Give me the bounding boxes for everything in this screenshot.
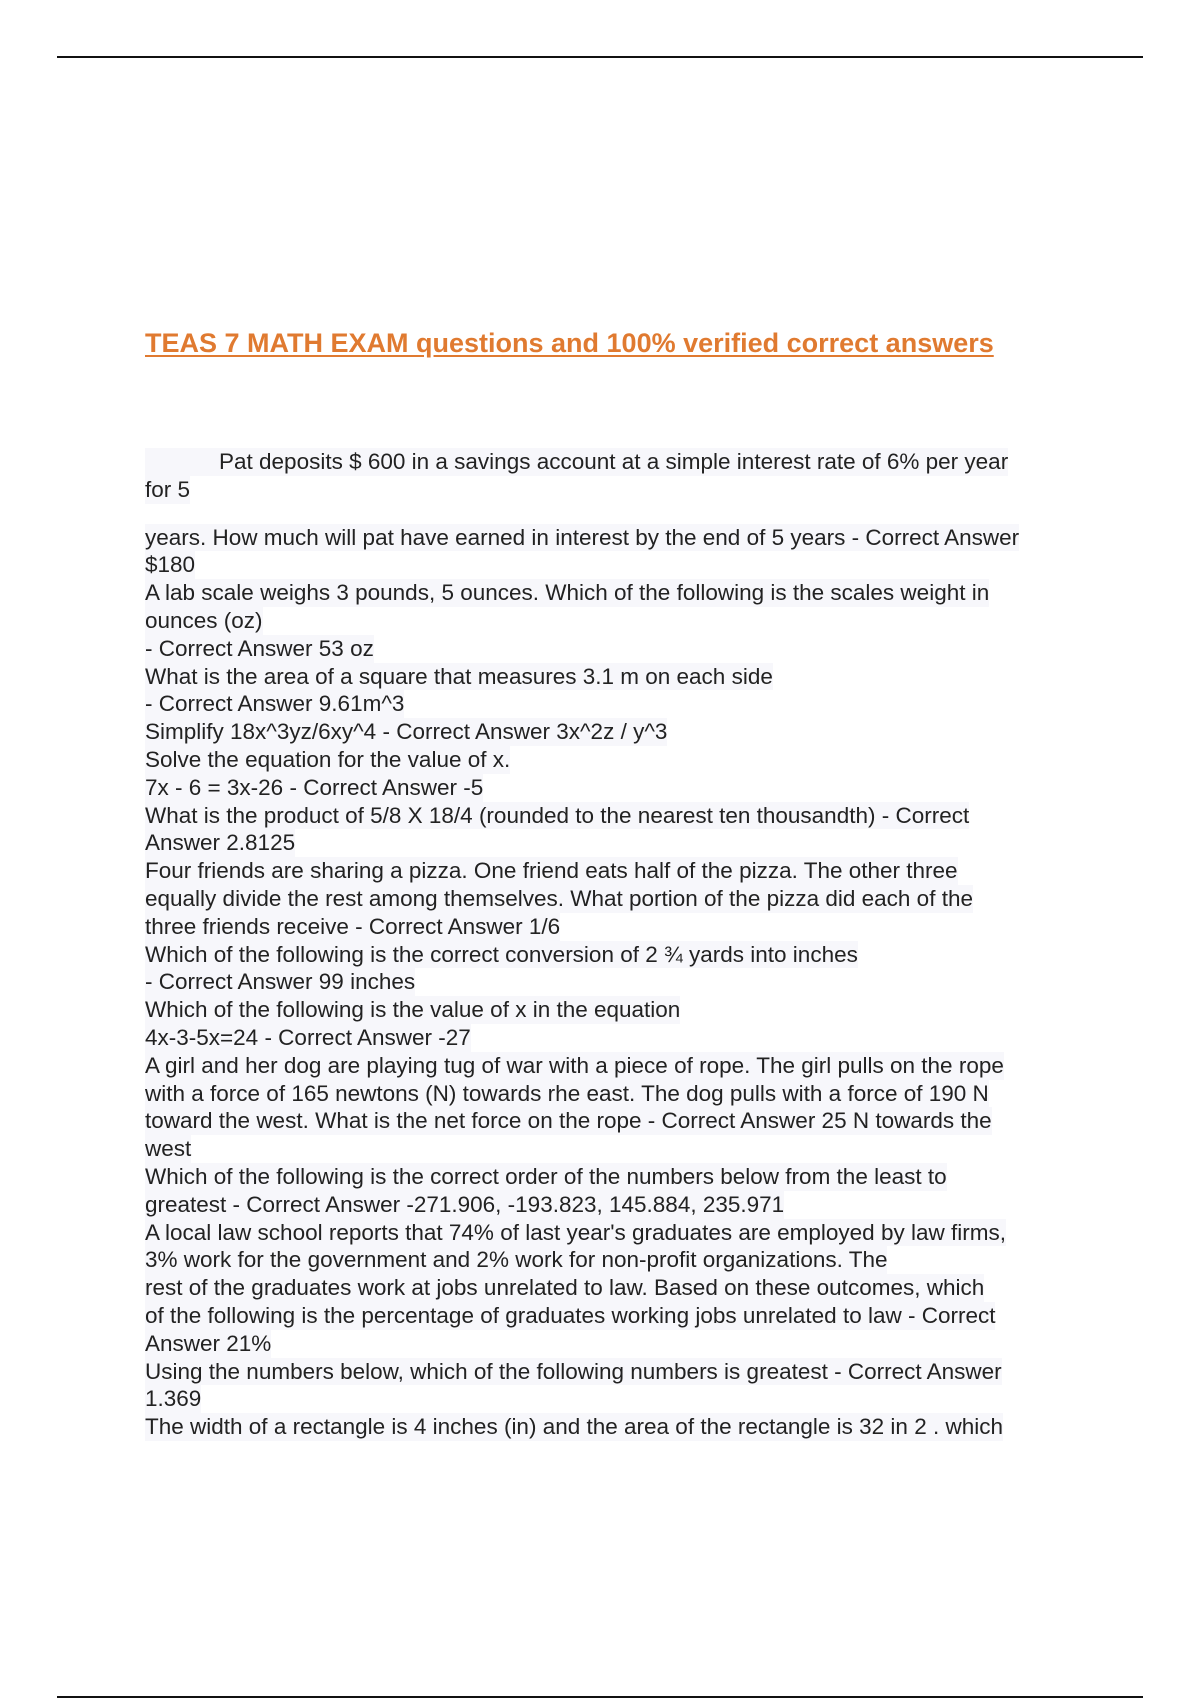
text-line: equally divide the rest among themselves. What portion of the pizza did each of the [145,885,973,911]
text-line: of the following is the percentage of graduates working jobs unrelated to law - Correct [145,1302,996,1328]
text-line: The width of a rectangle is 4 inches (in) and the area of the rectangle is 32 in 2 . which [145,1414,1003,1440]
text-line: 7x - 6 = 3x-26 - Correct Answer -5 [145,774,484,800]
top-rule [57,56,1143,58]
text-line: three friends receive - Correct Answer 1/6 [145,913,561,939]
text-line: - Correct Answer 99 inches [145,969,416,995]
text-line: 1.369 [145,1386,202,1412]
bottom-rule [57,1696,1143,1698]
text-line: What is the product of 5/8 X 18/4 (rounded to the nearest ten thousandth) - Correct [145,802,970,828]
text-line: 3% work for the government and 2% work for non-profit organizations. The [145,1247,888,1273]
text-line: Solve the equation for the value of x. [145,746,511,772]
text-line: Which of the following is the value of x in the equation [145,997,681,1023]
paragraph-gap [145,504,1095,524]
text-line: Pat deposits $ 600 in a savings account at a simple interest rate of 6% per year [145,448,1008,476]
text-line: toward the west. What is the net force on the rope - Correct Answer 25 N towards the [145,1108,992,1134]
text-line: Which of the following is the correct conversion of 2 ¾ yards into inches [145,941,858,967]
text-line: Simplify 18x^3yz/6xy^4 - Correct Answer 3x^2z / y^3 [145,719,668,745]
text-line: A lab scale weighs 3 pounds, 5 ounces. Which of the following is the scales weight in [145,580,990,606]
text-line: - Correct Answer 9.61m^3 [145,691,405,717]
document-body [145,448,1095,1441]
text-line: - Correct Answer 53 oz [145,635,374,661]
text-line: $180 [145,552,196,578]
text-line: west [145,1136,192,1162]
text-line: rest of the graduates work at jobs unrelated to law. Based on these outcomes, which [145,1275,985,1301]
text-line: Answer 2.8125 [145,830,296,856]
text-line: years. How much will pat have earned in interest by the end of 5 years - Correct Answer [145,524,1020,550]
text-line: ounces (oz) [145,607,263,633]
text-line: for 5 [145,476,191,502]
text-line: 4x-3-5x=24 - Correct Answer -27 [145,1024,471,1050]
text-line: A local law school reports that 74% of last year's graduates are employed by law firms, [145,1219,1006,1245]
text-line: Using the numbers below, which of the following numbers is greatest - Correct Answer [145,1358,1002,1384]
text-line: What is the area of a square that measures 3.1 m on each side [145,663,773,689]
text-line: Which of the following is the correct order of the numbers below from the least to [145,1163,947,1189]
text-line: with a force of 165 newtons (N) towards rhe east. The dog pulls with a force of 190 N [145,1080,989,1106]
text-line: Answer 21% [145,1330,272,1356]
text-line: Four friends are sharing a pizza. One friend eats half of the pizza. The other three [145,858,958,884]
text-line: A girl and her dog are playing tug of war with a piece of rope. The girl pulls on the rope [145,1052,1004,1078]
text-line: greatest - Correct Answer -271.906, -193.823, 145.884, 235.971 [145,1191,785,1217]
document-title: TEAS 7 MATH EXAM questions and 100% verified correct answers [145,328,994,358]
